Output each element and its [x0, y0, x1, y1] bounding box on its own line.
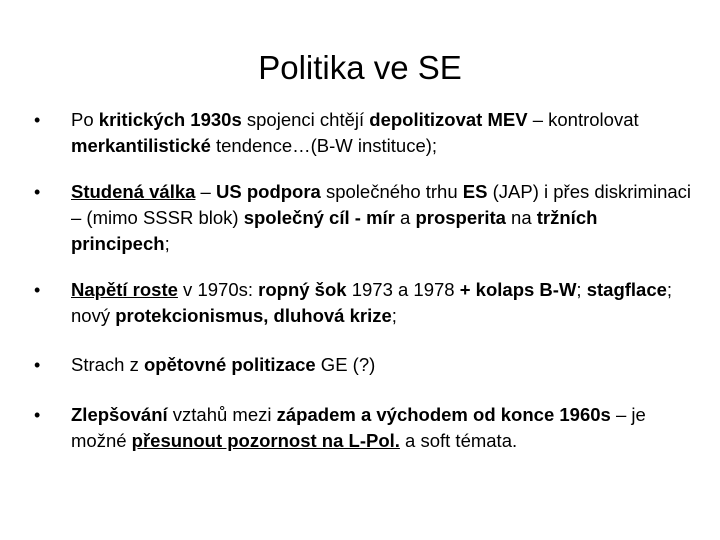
bullet-text — [71, 109, 639, 156]
bullet-segment: merkantilistické — [71, 135, 211, 156]
bullet-item — [34, 277, 694, 329]
bullet-segment: depolitizovat MEV — [369, 109, 528, 130]
bullet-dot-icon: • — [34, 405, 41, 425]
bullet-segment: tržních principech — [71, 207, 598, 254]
bullet-segment: – je možné — [71, 404, 646, 451]
bullet-segment: kritických 1930s — [98, 109, 242, 130]
bullet-segment: protekcionismus, dluhová krize — [115, 305, 392, 326]
bullet-segment: Strach z — [71, 354, 144, 375]
bullet-segment: GE (?) — [315, 354, 376, 375]
bullet-segment: Studená válka — [71, 181, 196, 202]
bullet-segment: přesunout pozornost na L-Pol. — [131, 430, 400, 451]
bullet-segment: v 1970s: — [177, 279, 259, 300]
bullet-segment: ; — [164, 233, 170, 254]
bullet-dot-icon: • — [34, 110, 41, 130]
bullet-segment: a soft témata. — [399, 430, 518, 451]
bullet-segment: Po — [71, 109, 99, 130]
bullet-segment: západem a východem od konce 1960s — [276, 404, 611, 425]
bullet-segment: spojenci chtějí — [241, 109, 370, 130]
bullet-segment: 1973 a 1978 — [346, 279, 460, 300]
bullet-segment: – — [195, 181, 216, 202]
bullet-segment: tendence…(B-W instituce); — [210, 135, 438, 156]
bullet-dot-icon: • — [34, 280, 41, 300]
bullet-segment: ; — [391, 305, 397, 326]
bullet-text — [71, 279, 672, 326]
bullet-segment: ; — [576, 279, 587, 300]
bullet-segment: prosperita — [415, 207, 506, 228]
slide-title: Politika ve SE — [258, 49, 462, 86]
bullet-segment: + kolaps B-W — [459, 279, 577, 300]
bullet-segment: – kontrolovat — [527, 109, 639, 130]
bullet-segment: ES — [462, 181, 488, 202]
bullet-segment: opětovné politizace — [144, 354, 316, 375]
bullet-segment: vztahů mezi — [167, 404, 277, 425]
bullet-item — [34, 179, 694, 257]
bullet-segment: a — [394, 207, 416, 228]
bullet-text — [71, 404, 646, 451]
bullet-item — [34, 352, 694, 378]
bullet-segment: společného trhu — [320, 181, 463, 202]
bullet-segment: Zlepšování — [71, 404, 168, 425]
bullet-segment: US podpora — [216, 181, 321, 202]
bullet-segment: stagflace — [586, 279, 667, 300]
bullet-segment: Napětí roste — [71, 279, 178, 300]
bullet-dot-icon: • — [34, 355, 41, 375]
bullet-segment: ; nový — [71, 279, 673, 326]
bullet-item — [34, 402, 694, 454]
bullet-text — [71, 354, 375, 375]
bullet-segment: ropný šok — [258, 279, 347, 300]
bullet-item — [34, 107, 694, 159]
bullet-list — [34, 107, 694, 474]
bullet-text — [71, 181, 691, 254]
bullet-segment: společný cíl - mír — [243, 207, 395, 228]
bullet-segment: na — [505, 207, 537, 228]
bullet-segment: (JAP) i přes diskriminaci – (mimo SSSR blok) — [71, 181, 692, 228]
bullet-dot-icon: • — [34, 182, 41, 202]
